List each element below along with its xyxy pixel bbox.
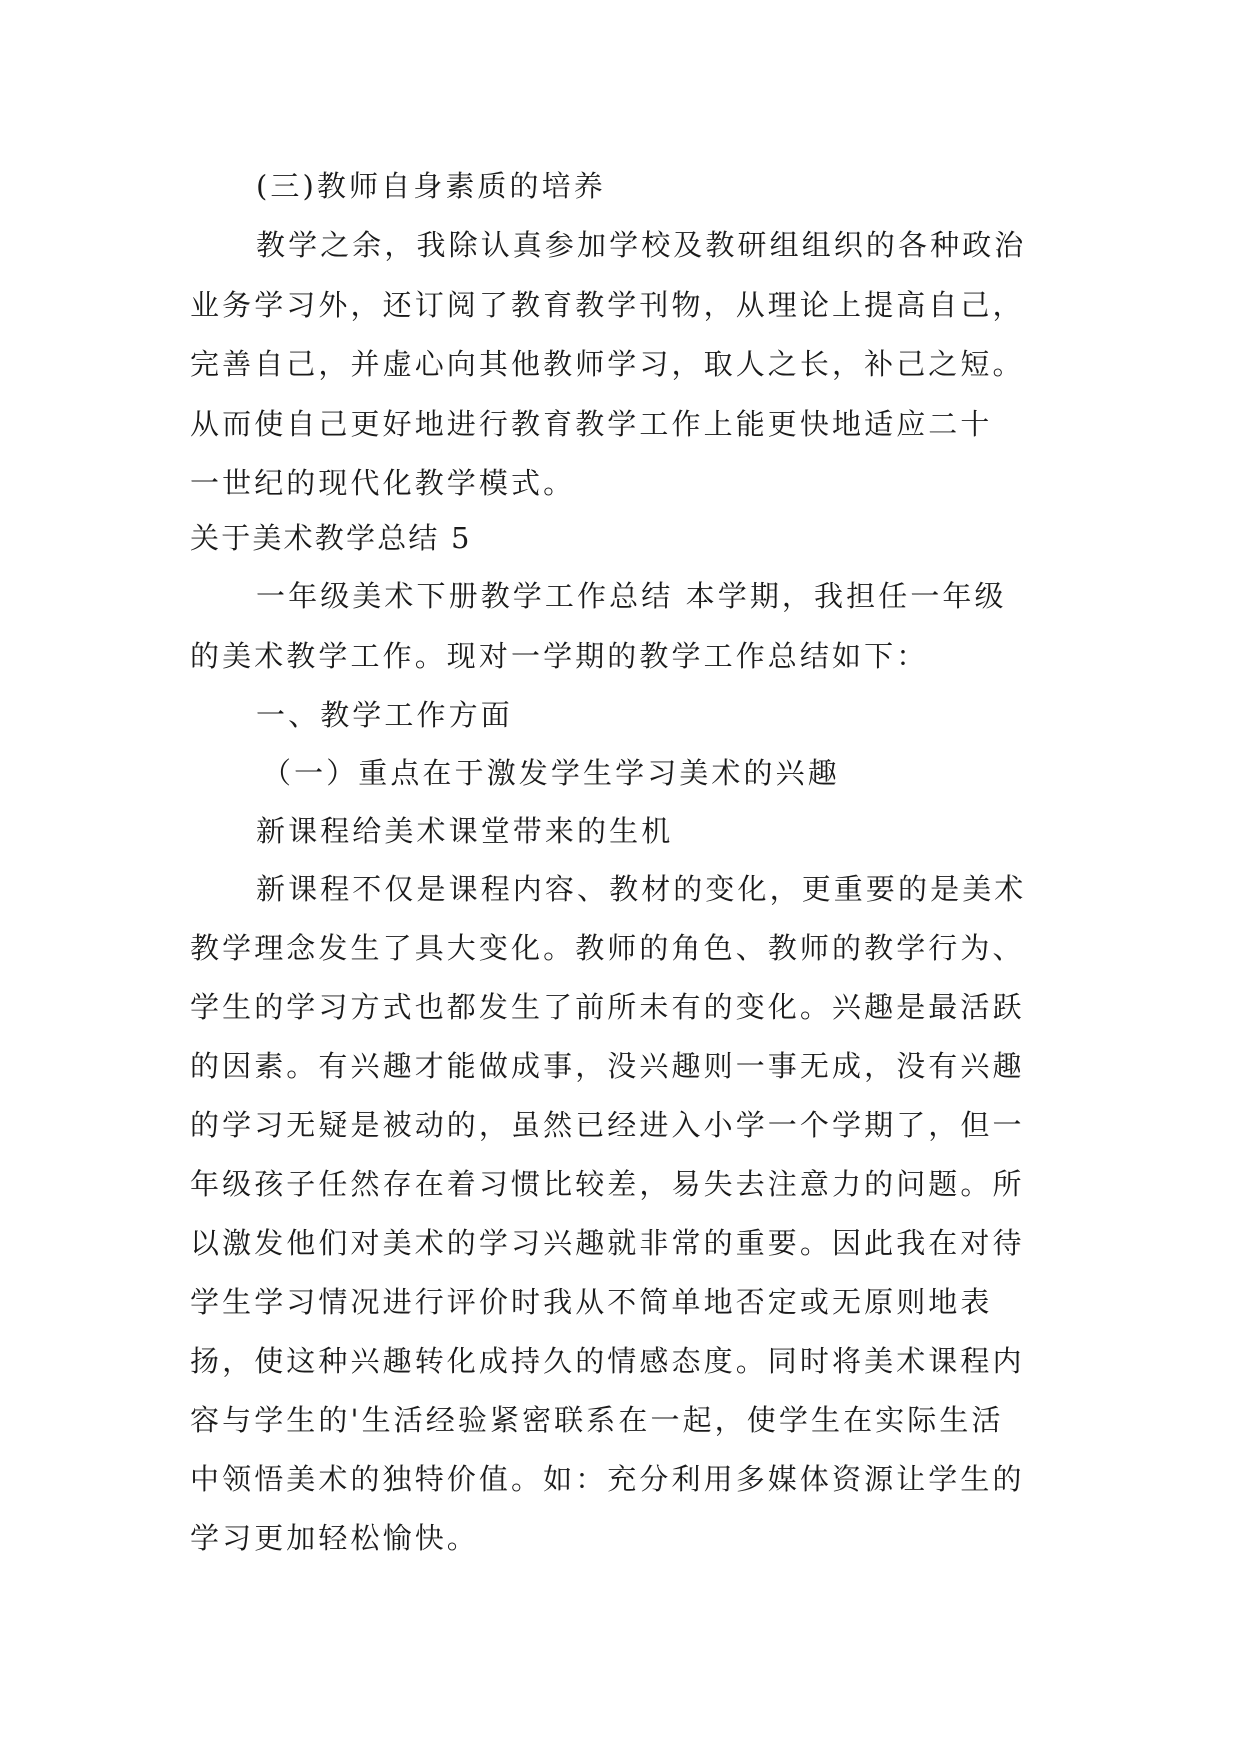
paragraph-line: 的学习无疑是被动的，虽然已经进入小学一个学期了，但一 — [190, 1108, 1025, 1142]
section-heading-teacher-quality: (三)教师自身素质的培养 — [256, 169, 606, 203]
paragraph-line: 完善自己，并虚心向其他教师学习，取人之长，补己之短。 — [190, 347, 1025, 381]
paragraph-line: 新课程不仅是课程内容、教材的变化，更重要的是美术 — [256, 872, 1027, 906]
paragraph-line: 年级孩子任然存在着习惯比较差，易失去注意力的问题。所 — [190, 1167, 1025, 1201]
paragraph-line: 业务学习外，还订阅了教育教学刊物，从理论上提高自己， — [190, 288, 1025, 322]
paragraph-line: 一世纪的现代化教学模式。 — [190, 466, 576, 500]
subsection-heading-interest: （一）重点在于激发学生学习美术的兴趣 — [262, 756, 840, 790]
document-title: 关于美术教学总结 5 — [190, 521, 472, 555]
paragraph-line: 学生学习情况进行评价时我从不简单地否定或无原则地表 — [190, 1285, 993, 1319]
paragraph-line: 的美术教学工作。现对一学期的教学工作总结如下： — [190, 639, 929, 673]
paragraph-line: 中领悟美术的独特价值。如：充分利用多媒体资源让学生的 — [190, 1462, 1025, 1496]
paragraph-line: 扬，使这种兴趣转化成持久的情感态度。同时将美术课程内 — [190, 1344, 1025, 1378]
paragraph-line: 教学理念发生了具大变化。教师的角色、教师的教学行为、 — [190, 931, 1025, 965]
section-heading-teaching-work: 一、教学工作方面 — [256, 698, 513, 732]
paragraph-line: 容与学生的'生活经验紧密联系在一起，使学生在实际生活 — [190, 1403, 1004, 1437]
paragraph-line: 学生的学习方式也都发生了前所未有的变化。兴趣是最活跃 — [190, 990, 1025, 1024]
paragraph-line: 学习更加轻松愉快。 — [190, 1521, 479, 1555]
paragraph-line: 一年级美术下册教学工作总结 本学期，我担任一年级 — [256, 579, 1007, 613]
paragraph-line: 的因素。有兴趣才能做成事，没兴趣则一事无成，没有兴趣 — [190, 1049, 1025, 1083]
paragraph-line: 从而使自己更好地进行教育教学工作上能更快地适应二十 — [190, 407, 993, 441]
paragraph-line: 教学之余，我除认真参加学校及教研组组织的各种政治 — [256, 228, 1027, 262]
subsection-heading-new-curriculum: 新课程给美术课堂带来的生机 — [256, 814, 674, 848]
paragraph-line: 以激发他们对美术的学习兴趣就非常的重要。因此我在对待 — [190, 1226, 1025, 1260]
